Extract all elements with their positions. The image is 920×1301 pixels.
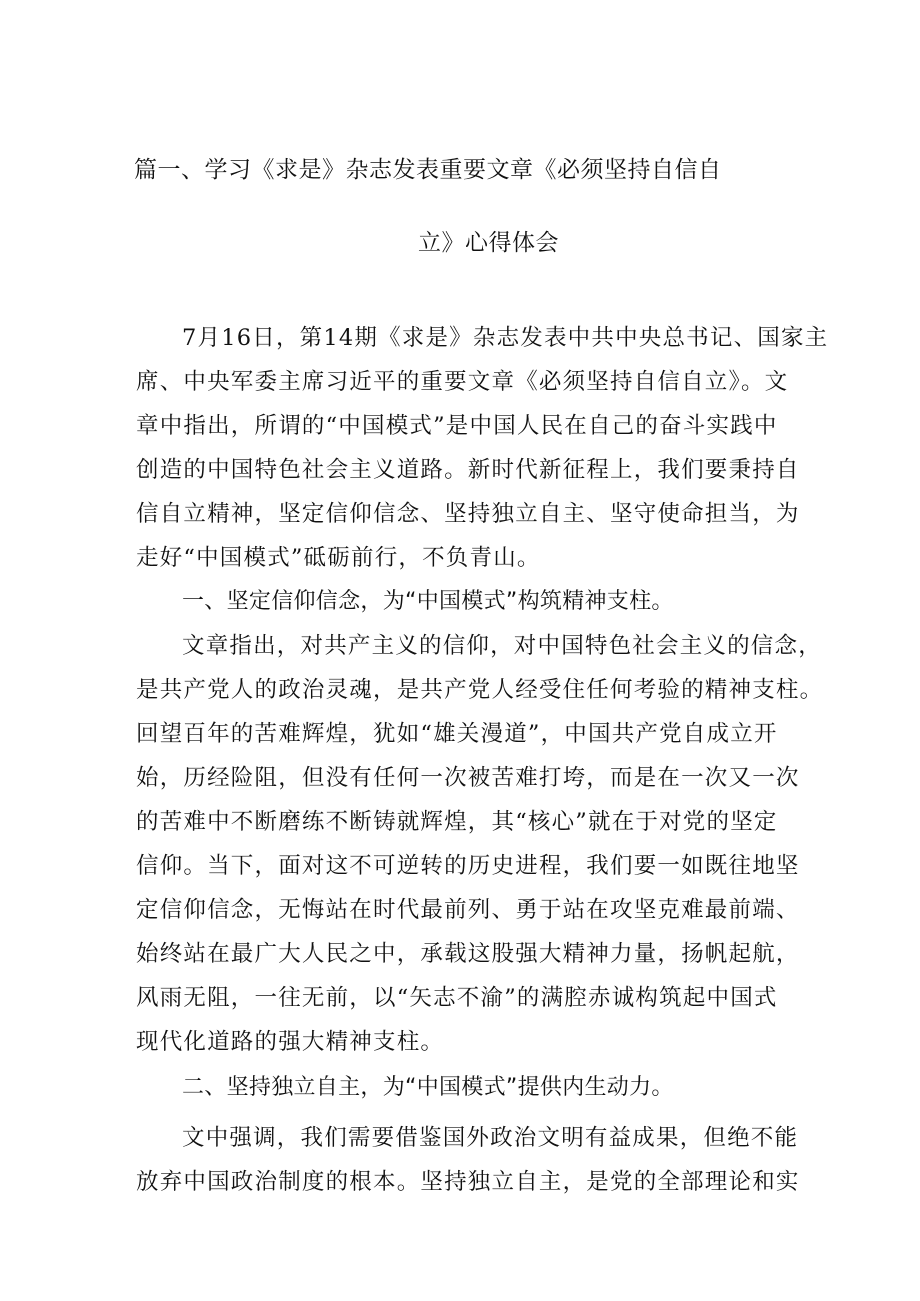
paragraph-2-line: 的苦难中不断磨练不断铸就辉煌，其“核心”就在于对党的坚定 bbox=[136, 809, 778, 835]
paragraph-1-line: 席、中央军委主席习近平的重要文章《必须坚持自信自立》。文 bbox=[136, 369, 789, 395]
paragraph-2-line: 现代化道路的强大精神支柱。 bbox=[136, 1029, 445, 1055]
paragraph-2-line: 风雨无阻，一往无前，以“矢志不渝”的满腔赤诚构筑起中国式 bbox=[136, 985, 778, 1011]
paragraph-3-line: 放弃中国政治制度的根本。坚持独立自主，是党的全部理论和实 bbox=[136, 1169, 800, 1195]
paragraph-1-line: 创造的中国特色社会主义道路。新时代新征程上，我们要秉持自 bbox=[136, 457, 800, 483]
document-title-line-2: 立》心得体会 bbox=[418, 230, 559, 256]
paragraph-1-line: 7月16日，第14期《求是》杂志发表中共中央总书记、国家主 bbox=[182, 325, 829, 351]
section-heading-2: 二、坚持独立自主，为“中国模式”提供内生动力。 bbox=[182, 1075, 674, 1100]
paragraph-2-line: 信仰。当下，面对这不可逆转的历史进程，我们要一如既往地坚 bbox=[136, 853, 800, 879]
paragraph-2-line: 回望百年的苦难辉煌，犹如“雄关漫道”，中国共产党自成立开 bbox=[136, 721, 778, 747]
paragraph-3-line: 文中强调，我们需要借鉴国外政治文明有益成果，但绝不能 bbox=[182, 1125, 799, 1151]
document-title-line-1: 篇一、学习《求是》杂志发表重要文章《必须坚持自信自 bbox=[134, 157, 722, 183]
paragraph-2-line: 是共产党人的政治灵魂，是共产党人经受住任何考验的精神支柱。 bbox=[136, 677, 824, 703]
paragraph-2-line: 始终站在最广大人民之中，承载这股强大精神力量，扬帆起航， bbox=[136, 941, 800, 967]
paragraph-1-line: 走好“中国模式”砥砺前行，不负青山。 bbox=[136, 545, 541, 571]
paragraph-1-line: 信自立精神，坚定信仰信念、坚持独立自主、坚守使命担当，为 bbox=[136, 501, 800, 527]
paragraph-2-line: 文章指出，对共产主义的信仰，对中国特色社会主义的信念， bbox=[182, 633, 822, 659]
paragraph-1-line: 章中指出，所谓的“中国模式”是中国人民在自己的奋斗实践中 bbox=[136, 413, 778, 439]
paragraph-2-line: 定信仰信念，无悔站在时代最前列、勇于站在攻坚克难最前端、 bbox=[136, 897, 800, 923]
paragraph-2-line: 始，历经险阻，但没有任何一次被苦难打垮，而是在一次又一次 bbox=[136, 765, 800, 791]
section-heading-1: 一、坚定信仰信念，为“中国模式”构筑精神支柱。 bbox=[182, 589, 674, 614]
